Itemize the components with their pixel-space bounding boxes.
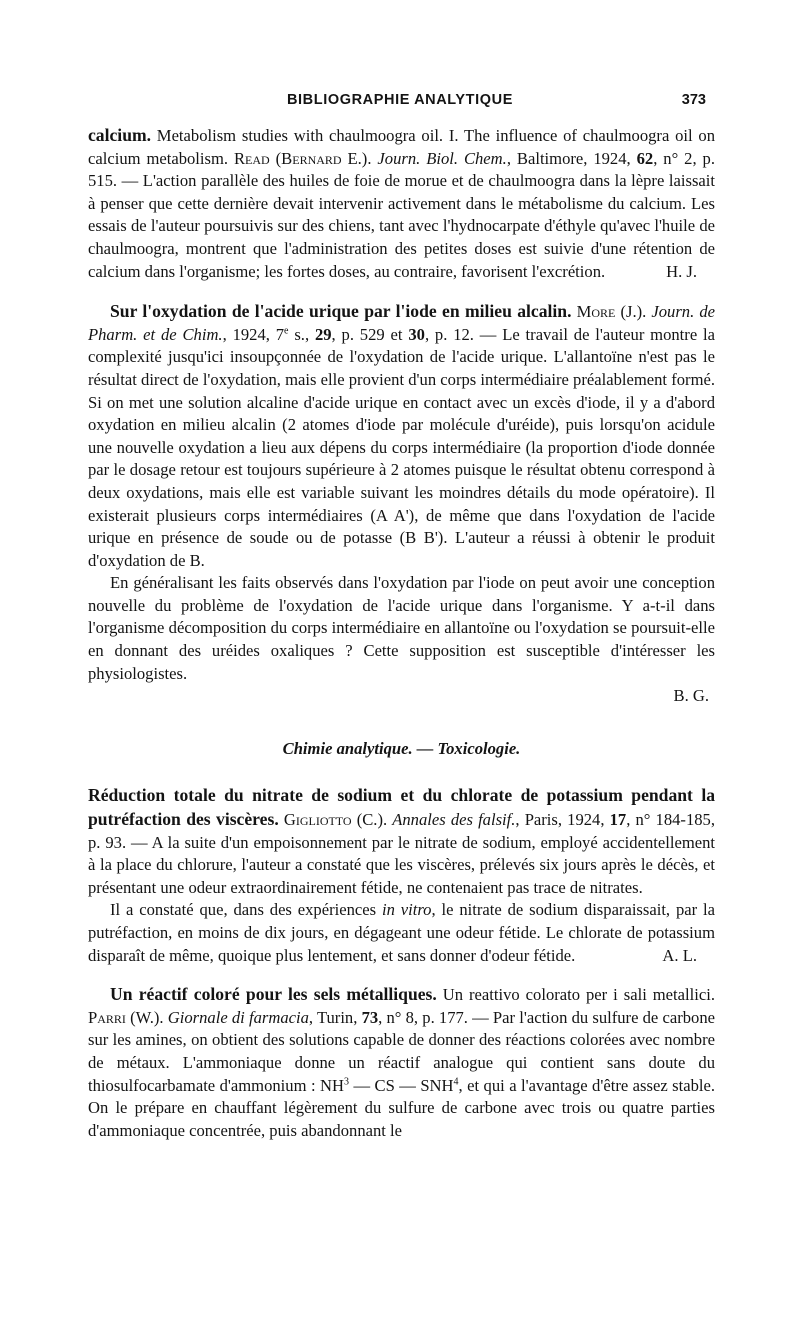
abstract-paragraph: En généralisant les faits observés dans l'oxydation par l'iode on peut avoir une conception nouvelle du problème de l'oxydation de l'acide urique dans l'organisme. Y a-t-il dans l'organisme décomposition du corps intermédiaire en allantoïne ou l'oxydation se poursuit-elle en donnant des uréides oxaliques ? Cette supposition est susceptible d'intéresser les physiologistes. (88, 573, 715, 683)
author-name: Parri (88, 1007, 126, 1027)
article-title: Sur l'oxydation de l'acide urique par l'iode en milieu alcalin. (110, 301, 572, 322)
ref-text: s., (288, 324, 315, 344)
entry-nitrate (88, 784, 715, 967)
ref-text: , Paris, 1924, (515, 810, 610, 830)
volume: 62 (636, 148, 654, 168)
article-text: Metabolism studies with chaulmoogra oil. I. The influence of chaulmoogra oil on calcium metabolism. (88, 126, 715, 168)
journal-name: Journ. de Pharm. et de Chim. (88, 302, 715, 344)
entry-calcium-text (88, 124, 715, 283)
page-body (88, 124, 715, 1142)
author-name: Gigliotto (283, 810, 352, 830)
signature: A. L. (662, 945, 697, 965)
volume: 30 (408, 324, 425, 344)
ref-text: , 1924, 7 (222, 324, 285, 344)
abstract-text: Il a constaté que, dans des expériences (110, 900, 382, 920)
article-title: Un réactif coloré pour les sels métalliques. (110, 984, 437, 1005)
abstract-text: — Le travail de l'auteur montre la complexité jusqu'ici insoupçonnée de l'oxydation de l'acide urique. L'allantoïne n'est pas le résultat direct de l'oxydation, mais elle provient d'un corps intermédiaire préalablement formé. Si on met une solution alcaline d'acide urique en contact avec un excès d'iode, il y a d'abord oxydation en milieu alcalin (2 atomes d'iode par molécule d'uréide), puis lorsqu'on acidule une nouvelle oxydation a lieu aux dépens du corps intermédiaire (la proportion d'iode donnée par le dosage retour est toujours supérieure à 2 atomes puisque le résultat obtenu correspond à deux oxydations, mais elle est variable suivant les moindres détails du mode opératoire). Il existerait plusieurs corps intermédiaires (A A'), de même que dans l'oxydation de l'acide urique en présence de soude ou de potasse (B B'). L'auteur a réussi à obtenir le produit d'oxydation de B. (88, 324, 715, 570)
abstract-text: , le nitrate de sodium disparaissait, par la putréfaction, en moins de dix jours, en dégageant une odeur fétide. Le chlorate de potassium disparaît de même, quoique plus lentement, et sans donner d'odeur fétide. (88, 900, 715, 965)
volume: 73 (361, 1007, 379, 1027)
journal-name: Annales des falsif. (392, 810, 516, 830)
author-name: Bernard (281, 148, 342, 168)
ref-punct: (W.). (125, 1007, 168, 1027)
signature: H. J. (666, 261, 697, 281)
journal-name: Giornale di farmacia (167, 1007, 309, 1027)
entry-acide-urique-text (88, 300, 715, 572)
ref-punct: (J.). (615, 302, 652, 322)
author-name: More (576, 302, 616, 322)
entry-acide-urique (88, 300, 715, 708)
italic-term: in vitro (381, 900, 432, 920)
formula-sup: 4 (453, 1076, 459, 1088)
ref-text: , Baltimore, 1924, (506, 148, 637, 168)
abstract-text: — Par l'action du sulfure de carbone sur les amines, on obtient des solutions capable de donner des réactions colorées avec nombre de métaux. L'ammoniaque donne un réactif analogue qui contient sans doute du thiosulfocarbamate d'ammonium : NH (88, 1007, 715, 1095)
ref-text: , Turin, (308, 1007, 362, 1027)
page-header (0, 92, 800, 114)
ref-punct: (C.). (351, 810, 393, 830)
article-text: Un reattivo colorato per i sali metallici. (436, 985, 715, 1005)
author-name: Read (233, 148, 270, 168)
journal-name: Journ. Biol. Chem. (377, 148, 507, 168)
series-sup: e (284, 325, 289, 337)
volume: 17 (609, 810, 627, 830)
ref-text: , n° 8, p. 177. (378, 1007, 468, 1027)
formula-sup: 3 (344, 1076, 349, 1088)
article-title: calcium. (88, 125, 152, 145)
abstract-text: , n° 2, p. 515. — L'action parallèle des huiles de foie de morue et de chaulmoogra dans la lèpre laissait à penser que cette dernière devait intervenir activement dans le métabolisme du calcium. Les essais de l'auteur poursuivis sur des chiens, tant avec l'hydnocarpate d'éthyle qu'avec l'huile de chaulmoogra, montrent que l'administration des petites doses est suivie d'une rétention de calcium dans l'organisme; les fortes doses, au contraire, favorisent l'excrétion. (88, 148, 715, 281)
running-title: BIBLIOGRAPHIE ANALYTIQUE (286, 92, 513, 108)
entry-reactif-text (88, 983, 715, 1142)
volume: 29 (314, 324, 332, 344)
entry-nitrate-text (88, 784, 715, 899)
ref-text: , p. 529 et (331, 324, 409, 344)
ref-punct: E.). (341, 148, 378, 168)
abstract-text: , et qui a l'avantage d'être assez stable. On le prépare en chauffant légèrement du sulfure de carbone avec trois ou quatre parties d'ammoniaque concentrée, puis abandonnant le (88, 1075, 715, 1140)
entry-reactif (88, 983, 715, 1142)
abstract-text: — A la suite d'un empoisonnement par le nitrate de sodium, employé accidentellement à la place du chlorure, l'auteur a constaté que les viscères, prélevés six jours après le décès, et présentant une odeur extraordinairement fétide, ne contenaient pas trace de nitrates. (88, 832, 715, 897)
section-title: Chimie analytique. — Toxicologie. (282, 738, 521, 758)
article-title: Réduction totale du nitrate de sodium et du chlorate de potassium pendant la putréfaction des viscères. (88, 785, 715, 830)
abstract-paragraph (88, 899, 715, 967)
ref-text: , n° 184-185, p. 93. (88, 810, 715, 852)
page-number: 373 (681, 92, 706, 108)
formula-text: — CS — SNH (349, 1075, 454, 1095)
entry-calcium (88, 124, 715, 283)
ref-text: , p. 12. (424, 324, 474, 344)
ref-punct: ( (269, 148, 282, 168)
signature: B. G. (673, 686, 709, 706)
